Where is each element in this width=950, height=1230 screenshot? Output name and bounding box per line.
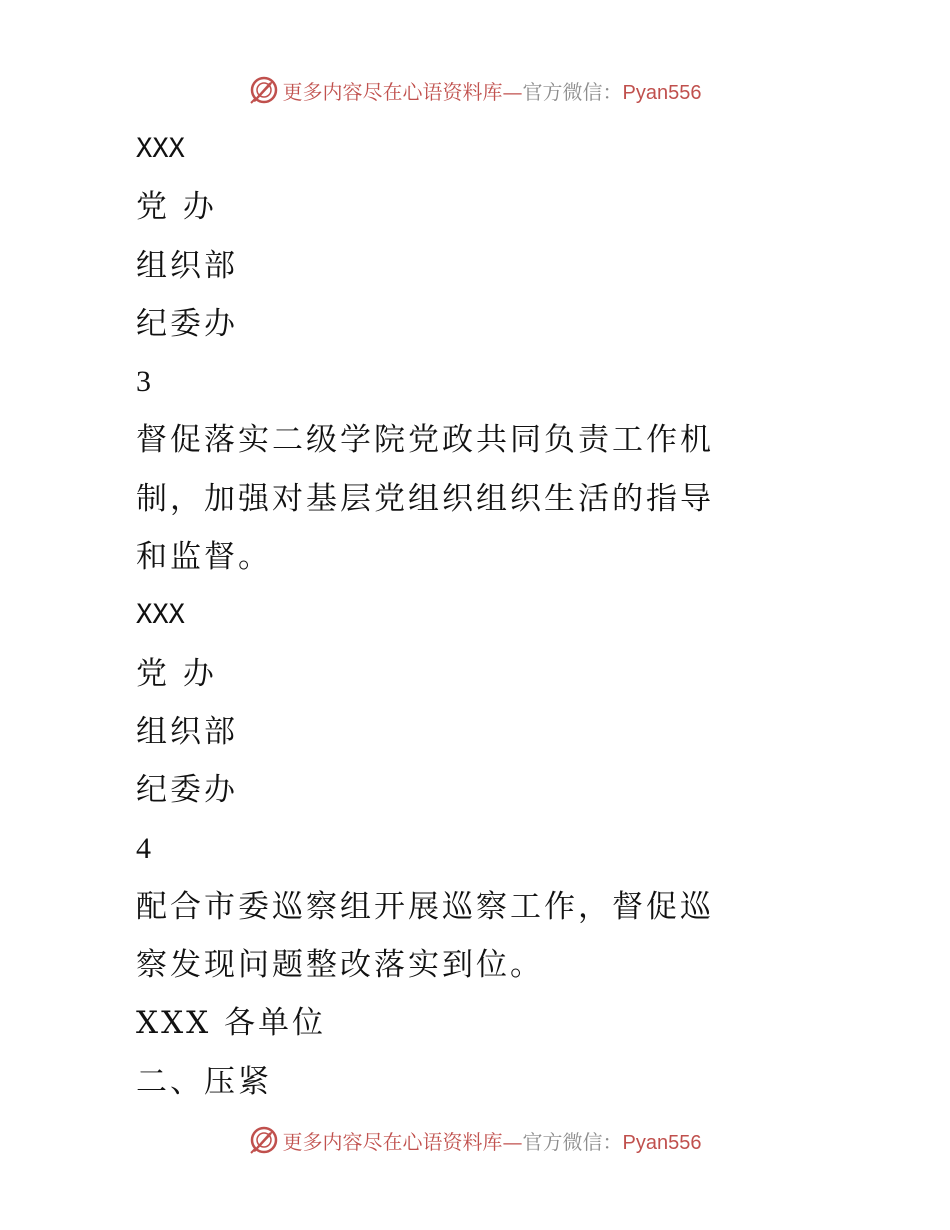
- text-line: XXX: [136, 599, 185, 631]
- watermark-site-text: 更多内容尽在心语资料库: [282, 1129, 503, 1154]
- watermark-site-text: 更多内容尽在心语资料库: [282, 79, 503, 104]
- header-watermark: [0, 70, 950, 110]
- pen-logo-icon: [249, 75, 279, 105]
- pen-logo-icon: [249, 1125, 279, 1155]
- text-line: 纪委办: [136, 305, 238, 342]
- text-line: 纪委办: [136, 772, 238, 809]
- text-line: 党 办: [136, 655, 217, 692]
- text-line: 和监督。: [136, 539, 272, 576]
- text-line: XXX 各单位: [136, 1005, 327, 1042]
- text-line: 配合市委巡察组开展巡察工作，督促巡: [136, 888, 714, 925]
- text-line: 党 办: [136, 189, 217, 226]
- text-line: 督促落实二级学院党政共同负责工作机: [136, 422, 714, 459]
- watermark-id: Pyan556: [622, 81, 702, 104]
- text-line: 组织部: [136, 247, 238, 284]
- watermark-group: [249, 1125, 702, 1155]
- footer-watermark: [0, 1120, 950, 1160]
- text-line: 二、压紧: [136, 1063, 272, 1100]
- document-body: [136, 120, 736, 1111]
- text-line: 组织部: [136, 713, 238, 750]
- text-line: 制，加强对基层党组织组织生活的指导: [136, 480, 714, 517]
- watermark-label: 官方微信：: [522, 1129, 623, 1154]
- text-line: 察发现问题整改落实到位。: [136, 947, 544, 984]
- watermark-group: [249, 75, 702, 105]
- text-line: XXX: [136, 133, 185, 164]
- watermark-id: Pyan556: [622, 1131, 702, 1154]
- watermark-label: 官方微信：: [522, 79, 623, 104]
- watermark-dash: —: [502, 79, 523, 104]
- watermark-dash: —: [502, 1129, 523, 1154]
- text-line: 4: [136, 831, 151, 865]
- text-line: 3: [136, 365, 151, 399]
